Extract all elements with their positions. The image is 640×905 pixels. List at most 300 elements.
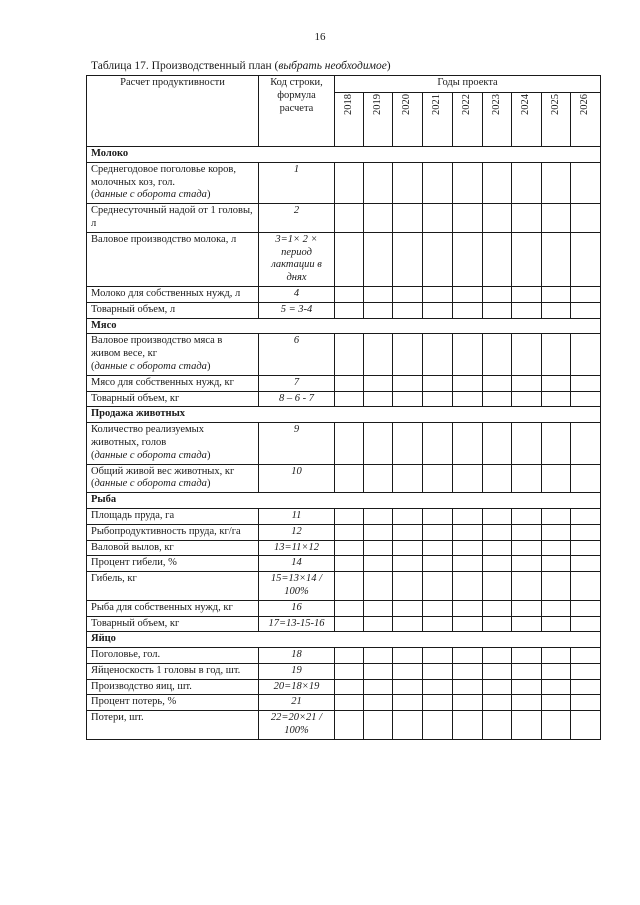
year-value-cell[interactable]	[453, 391, 483, 407]
year-value-cell[interactable]	[483, 695, 512, 711]
header-year	[453, 93, 483, 147]
year-value-cell[interactable]	[423, 423, 453, 464]
row-label	[87, 524, 259, 540]
table-row	[87, 375, 601, 391]
year-value-cell[interactable]	[364, 204, 393, 233]
year-value-cell[interactable]	[512, 648, 542, 664]
year-value-cell[interactable]	[335, 616, 364, 632]
header-year-label: 2026	[579, 94, 591, 115]
year-value-cell[interactable]	[364, 600, 393, 616]
table-row	[87, 695, 601, 711]
row-code: 13=11×12	[259, 540, 335, 556]
year-value-cell[interactable]	[423, 600, 453, 616]
table-row	[87, 540, 601, 556]
row-label	[87, 232, 259, 286]
row-note-text: данные с оборота стада	[94, 189, 207, 201]
year-value-cell[interactable]	[364, 334, 393, 375]
row-code: 7	[259, 375, 335, 391]
table-body	[87, 76, 601, 740]
year-value-cell[interactable]	[453, 648, 483, 664]
year-value-cell[interactable]	[364, 663, 393, 679]
year-value-cell[interactable]	[423, 616, 453, 632]
year-value-cell[interactable]	[335, 572, 364, 601]
year-value-cell[interactable]	[483, 616, 512, 632]
year-value-cell[interactable]	[335, 600, 364, 616]
year-value-cell[interactable]	[483, 524, 512, 540]
row-label-text: Поголовье, гол.	[91, 649, 161, 661]
year-value-cell[interactable]	[483, 572, 512, 601]
row-code: 10	[259, 464, 335, 493]
year-value-cell[interactable]	[571, 464, 601, 493]
year-value-cell[interactable]	[393, 695, 423, 711]
section-title: Рыба	[87, 493, 601, 509]
year-value-cell[interactable]	[571, 616, 601, 632]
year-value-cell[interactable]	[393, 524, 423, 540]
row-label	[87, 302, 259, 318]
header-productivity: Расчет продуктивности	[87, 76, 259, 147]
year-value-cell[interactable]	[571, 423, 601, 464]
year-value-cell[interactable]	[393, 286, 423, 302]
year-value-cell[interactable]	[453, 679, 483, 695]
year-value-cell[interactable]	[571, 663, 601, 679]
year-value-cell[interactable]	[364, 423, 393, 464]
year-value-cell[interactable]	[542, 391, 571, 407]
year-value-cell[interactable]	[542, 695, 571, 711]
row-code: 21	[259, 695, 335, 711]
year-value-cell[interactable]	[335, 302, 364, 318]
year-value-cell[interactable]	[393, 464, 423, 493]
row-code: 1	[259, 162, 335, 203]
year-value-cell[interactable]	[453, 302, 483, 318]
year-value-cell[interactable]	[453, 540, 483, 556]
year-value-cell[interactable]	[423, 375, 453, 391]
row-label-text: Рыба для собственных нужд, кг	[91, 601, 233, 613]
year-value-cell[interactable]	[423, 695, 453, 711]
row-code: 19	[259, 663, 335, 679]
year-value-cell[interactable]	[423, 334, 453, 375]
row-label	[87, 572, 259, 601]
year-value-cell[interactable]	[393, 375, 423, 391]
year-value-cell[interactable]	[542, 508, 571, 524]
year-value-cell[interactable]	[453, 572, 483, 601]
year-value-cell[interactable]	[571, 556, 601, 572]
year-value-cell[interactable]	[571, 286, 601, 302]
year-value-cell[interactable]	[512, 679, 542, 695]
year-value-cell[interactable]	[453, 524, 483, 540]
year-value-cell[interactable]	[364, 464, 393, 493]
year-value-cell[interactable]	[512, 423, 542, 464]
year-value-cell[interactable]	[364, 286, 393, 302]
row-code: 3=1× 2 × период лактации в днях	[259, 232, 335, 286]
year-value-cell[interactable]	[483, 375, 512, 391]
table-row	[87, 572, 601, 601]
year-value-cell[interactable]	[483, 302, 512, 318]
row-code: 11	[259, 508, 335, 524]
year-value-cell[interactable]	[423, 162, 453, 203]
year-value-cell[interactable]	[483, 600, 512, 616]
year-value-cell[interactable]	[393, 540, 423, 556]
year-value-cell[interactable]	[453, 334, 483, 375]
table-row	[87, 162, 601, 203]
year-value-cell[interactable]	[542, 572, 571, 601]
year-value-cell[interactable]	[512, 464, 542, 493]
year-value-cell[interactable]	[335, 508, 364, 524]
year-value-cell[interactable]	[364, 616, 393, 632]
year-value-cell[interactable]	[453, 204, 483, 233]
year-value-cell[interactable]	[335, 540, 364, 556]
year-value-cell[interactable]	[423, 679, 453, 695]
header-year	[335, 93, 364, 147]
year-value-cell[interactable]	[512, 524, 542, 540]
row-code: 8 – 6 - 7	[259, 391, 335, 407]
year-value-cell[interactable]	[512, 695, 542, 711]
row-label	[87, 423, 259, 464]
year-value-cell[interactable]	[335, 556, 364, 572]
year-value-cell[interactable]	[512, 711, 542, 740]
year-value-cell[interactable]	[364, 711, 393, 740]
year-value-cell[interactable]	[483, 232, 512, 286]
year-value-cell[interactable]	[483, 648, 512, 664]
year-value-cell[interactable]	[423, 286, 453, 302]
row-label	[87, 286, 259, 302]
year-value-cell[interactable]	[512, 600, 542, 616]
section-row	[87, 318, 601, 334]
year-value-cell[interactable]	[542, 616, 571, 632]
year-value-cell[interactable]	[542, 711, 571, 740]
year-value-cell[interactable]	[453, 162, 483, 203]
year-value-cell[interactable]	[364, 508, 393, 524]
year-value-cell[interactable]	[393, 679, 423, 695]
section-row	[87, 493, 601, 509]
row-label-text: Производство яиц, шт.	[91, 680, 192, 692]
year-value-cell[interactable]	[393, 302, 423, 318]
year-value-cell[interactable]	[364, 162, 393, 203]
row-code: 4	[259, 286, 335, 302]
year-value-cell[interactable]	[483, 540, 512, 556]
year-value-cell[interactable]	[393, 204, 423, 233]
year-value-cell[interactable]	[571, 334, 601, 375]
year-value-cell[interactable]	[393, 648, 423, 664]
header-year-label: 2021	[431, 94, 443, 115]
row-code: 9	[259, 423, 335, 464]
year-value-cell[interactable]	[542, 556, 571, 572]
year-value-cell[interactable]	[542, 334, 571, 375]
year-value-cell[interactable]	[483, 464, 512, 493]
section-row	[87, 147, 601, 163]
year-value-cell[interactable]	[335, 464, 364, 493]
year-value-cell[interactable]	[571, 600, 601, 616]
year-value-cell[interactable]	[335, 162, 364, 203]
table-row	[87, 232, 601, 286]
year-value-cell[interactable]	[483, 508, 512, 524]
table-row	[87, 711, 601, 740]
year-value-cell[interactable]	[483, 334, 512, 375]
year-value-cell[interactable]	[393, 600, 423, 616]
year-value-cell[interactable]	[423, 302, 453, 318]
year-value-cell[interactable]	[512, 508, 542, 524]
year-value-cell[interactable]	[542, 162, 571, 203]
year-value-cell[interactable]	[483, 711, 512, 740]
year-value-cell[interactable]	[364, 391, 393, 407]
year-value-cell[interactable]	[393, 572, 423, 601]
row-label-text: Гибель, кг	[91, 573, 137, 585]
year-value-cell[interactable]	[453, 663, 483, 679]
production-plan-table	[86, 75, 601, 740]
year-value-cell[interactable]	[364, 540, 393, 556]
row-code: 20=18×19	[259, 679, 335, 695]
table-row	[87, 286, 601, 302]
table-row	[87, 524, 601, 540]
year-value-cell[interactable]	[571, 375, 601, 391]
year-value-cell[interactable]	[571, 524, 601, 540]
table-row	[87, 648, 601, 664]
year-value-cell[interactable]	[571, 572, 601, 601]
year-value-cell[interactable]	[423, 711, 453, 740]
table-row	[87, 663, 601, 679]
year-value-cell[interactable]	[542, 648, 571, 664]
year-value-cell[interactable]	[335, 711, 364, 740]
row-label	[87, 540, 259, 556]
year-value-cell[interactable]	[423, 232, 453, 286]
table-row	[87, 391, 601, 407]
year-value-cell[interactable]	[571, 711, 601, 740]
row-code: 2	[259, 204, 335, 233]
year-value-cell[interactable]	[512, 334, 542, 375]
year-value-cell[interactable]	[335, 524, 364, 540]
year-value-cell[interactable]	[453, 711, 483, 740]
year-value-cell[interactable]	[542, 663, 571, 679]
year-value-cell[interactable]	[542, 600, 571, 616]
header-year-label: 2019	[371, 94, 383, 115]
year-value-cell[interactable]	[453, 556, 483, 572]
row-label	[87, 600, 259, 616]
year-value-cell[interactable]	[512, 556, 542, 572]
row-label	[87, 375, 259, 391]
year-value-cell[interactable]	[542, 286, 571, 302]
year-value-cell[interactable]	[364, 695, 393, 711]
year-value-cell[interactable]	[512, 162, 542, 203]
year-value-cell[interactable]	[423, 464, 453, 493]
year-value-cell[interactable]	[335, 334, 364, 375]
year-value-cell[interactable]	[393, 508, 423, 524]
year-value-cell[interactable]	[335, 375, 364, 391]
row-label-text: Валовой вылов, кг	[91, 541, 174, 553]
year-value-cell[interactable]	[393, 616, 423, 632]
year-value-cell[interactable]	[542, 232, 571, 286]
year-value-cell[interactable]	[571, 204, 601, 233]
year-value-cell[interactable]	[483, 556, 512, 572]
row-label	[87, 648, 259, 664]
row-label-text: Рыбопродуктивность пруда, кг/га	[91, 525, 241, 537]
year-value-cell[interactable]	[483, 679, 512, 695]
year-value-cell[interactable]	[335, 286, 364, 302]
year-value-cell[interactable]	[571, 302, 601, 318]
year-value-cell[interactable]	[453, 600, 483, 616]
caption-close: )	[386, 60, 391, 72]
year-value-cell[interactable]	[423, 663, 453, 679]
table-row	[87, 679, 601, 695]
header-year	[423, 93, 453, 147]
year-value-cell[interactable]	[423, 540, 453, 556]
year-value-cell[interactable]	[364, 679, 393, 695]
year-value-cell[interactable]	[364, 556, 393, 572]
header-year	[571, 93, 601, 147]
year-value-cell[interactable]	[423, 648, 453, 664]
section-row	[87, 632, 601, 648]
table-row	[87, 334, 601, 375]
year-value-cell[interactable]	[453, 508, 483, 524]
header-year	[393, 93, 423, 147]
table-caption	[91, 60, 391, 72]
year-value-cell[interactable]	[335, 663, 364, 679]
year-value-cell[interactable]	[364, 302, 393, 318]
year-value-cell[interactable]	[542, 423, 571, 464]
row-code: 15=13×14 / 100%	[259, 572, 335, 601]
section-title: Продажа животных	[87, 407, 601, 423]
year-value-cell[interactable]	[542, 524, 571, 540]
year-value-cell[interactable]	[571, 695, 601, 711]
table-row	[87, 616, 601, 632]
row-label-text: Молоко для собственных нужд, л	[91, 287, 241, 299]
year-value-cell[interactable]	[335, 695, 364, 711]
year-value-cell[interactable]	[453, 375, 483, 391]
section-row	[87, 407, 601, 423]
year-value-cell[interactable]	[423, 391, 453, 407]
year-value-cell[interactable]	[393, 556, 423, 572]
year-value-cell[interactable]	[453, 423, 483, 464]
year-value-cell[interactable]	[571, 648, 601, 664]
row-label	[87, 508, 259, 524]
header-year	[483, 93, 512, 147]
year-value-cell[interactable]	[512, 540, 542, 556]
year-value-cell[interactable]	[423, 572, 453, 601]
header-year-label: 2023	[490, 94, 502, 115]
row-label-text: Процент потерь, %	[91, 696, 177, 708]
row-note-text: данные с оборота стада	[94, 449, 207, 461]
row-note: (данные с оборота стада)	[91, 478, 211, 490]
year-value-cell[interactable]	[571, 391, 601, 407]
year-value-cell[interactable]	[364, 648, 393, 664]
header-year	[512, 93, 542, 147]
row-label	[87, 162, 259, 203]
year-value-cell[interactable]	[364, 572, 393, 601]
year-value-cell[interactable]	[453, 464, 483, 493]
row-label	[87, 556, 259, 572]
year-value-cell[interactable]	[512, 204, 542, 233]
year-value-cell[interactable]	[542, 204, 571, 233]
year-value-cell[interactable]	[483, 286, 512, 302]
year-value-cell[interactable]	[335, 232, 364, 286]
section-title: Молоко	[87, 147, 601, 163]
row-code: 6	[259, 334, 335, 375]
row-label-text: Среднегодовое поголовье коров, молочных коз, гол.	[91, 163, 236, 188]
year-value-cell[interactable]	[512, 302, 542, 318]
row-label-text: Товарный объем, кг	[91, 617, 180, 629]
row-label	[87, 204, 259, 233]
year-value-cell[interactable]	[364, 524, 393, 540]
row-code: 14	[259, 556, 335, 572]
year-value-cell[interactable]	[483, 391, 512, 407]
row-code: 12	[259, 524, 335, 540]
year-value-cell[interactable]	[364, 375, 393, 391]
year-value-cell[interactable]	[423, 524, 453, 540]
year-value-cell[interactable]	[483, 204, 512, 233]
year-value-cell[interactable]	[571, 232, 601, 286]
year-value-cell[interactable]	[393, 232, 423, 286]
year-value-cell[interactable]	[571, 508, 601, 524]
year-value-cell[interactable]	[512, 232, 542, 286]
year-value-cell[interactable]	[335, 423, 364, 464]
year-value-cell[interactable]	[423, 508, 453, 524]
row-label	[87, 464, 259, 493]
row-label-text: Потери, шт.	[91, 712, 144, 724]
year-value-cell[interactable]	[512, 286, 542, 302]
table-row	[87, 464, 601, 493]
year-value-cell[interactable]	[542, 464, 571, 493]
table-row	[87, 600, 601, 616]
row-note-text: данные с оборота стада	[94, 478, 207, 490]
row-code: 18	[259, 648, 335, 664]
table-row	[87, 423, 601, 464]
year-value-cell[interactable]	[335, 204, 364, 233]
header-year-label: 2024	[520, 94, 532, 115]
year-value-cell[interactable]	[393, 391, 423, 407]
year-value-cell[interactable]	[512, 663, 542, 679]
year-value-cell[interactable]	[512, 616, 542, 632]
row-note: (данные с оборота стада)	[91, 360, 211, 372]
year-value-cell[interactable]	[512, 375, 542, 391]
year-value-cell[interactable]	[393, 162, 423, 203]
year-value-cell[interactable]	[335, 391, 364, 407]
year-value-cell[interactable]	[571, 679, 601, 695]
year-value-cell[interactable]	[364, 232, 393, 286]
year-value-cell[interactable]	[542, 375, 571, 391]
year-value-cell[interactable]	[571, 162, 601, 203]
row-label-text: Валовое производство мяса в живом весе, кг	[91, 335, 223, 360]
year-value-cell[interactable]	[393, 423, 423, 464]
year-value-cell[interactable]	[512, 572, 542, 601]
year-value-cell[interactable]	[335, 648, 364, 664]
row-label-text: Среднесуточный надой от 1 головы, л	[91, 205, 253, 229]
row-note-text: данные с оборота стада	[94, 360, 207, 372]
year-value-cell[interactable]	[453, 616, 483, 632]
year-value-cell[interactable]	[542, 302, 571, 318]
year-value-cell[interactable]	[453, 286, 483, 302]
year-value-cell[interactable]	[512, 391, 542, 407]
year-value-cell[interactable]	[453, 232, 483, 286]
row-label	[87, 334, 259, 375]
caption-main: Таблица 17. Производственный план (	[91, 60, 279, 72]
year-value-cell[interactable]	[393, 711, 423, 740]
row-label	[87, 391, 259, 407]
year-value-cell[interactable]	[483, 162, 512, 203]
year-value-cell[interactable]	[423, 204, 453, 233]
row-label-text: Площадь пруда, га	[91, 509, 175, 521]
year-value-cell[interactable]	[542, 679, 571, 695]
header-year-label: 2025	[549, 94, 561, 115]
year-value-cell[interactable]	[423, 556, 453, 572]
year-value-cell[interactable]	[335, 679, 364, 695]
row-label-text: Мясо для собственных нужд, кг	[91, 376, 234, 388]
year-value-cell[interactable]	[542, 540, 571, 556]
row-label-text: Процент гибели, %	[91, 557, 177, 569]
year-value-cell[interactable]	[483, 423, 512, 464]
year-value-cell[interactable]	[453, 695, 483, 711]
year-value-cell[interactable]	[571, 540, 601, 556]
year-value-cell[interactable]	[393, 334, 423, 375]
year-value-cell[interactable]	[393, 663, 423, 679]
year-value-cell[interactable]	[483, 663, 512, 679]
